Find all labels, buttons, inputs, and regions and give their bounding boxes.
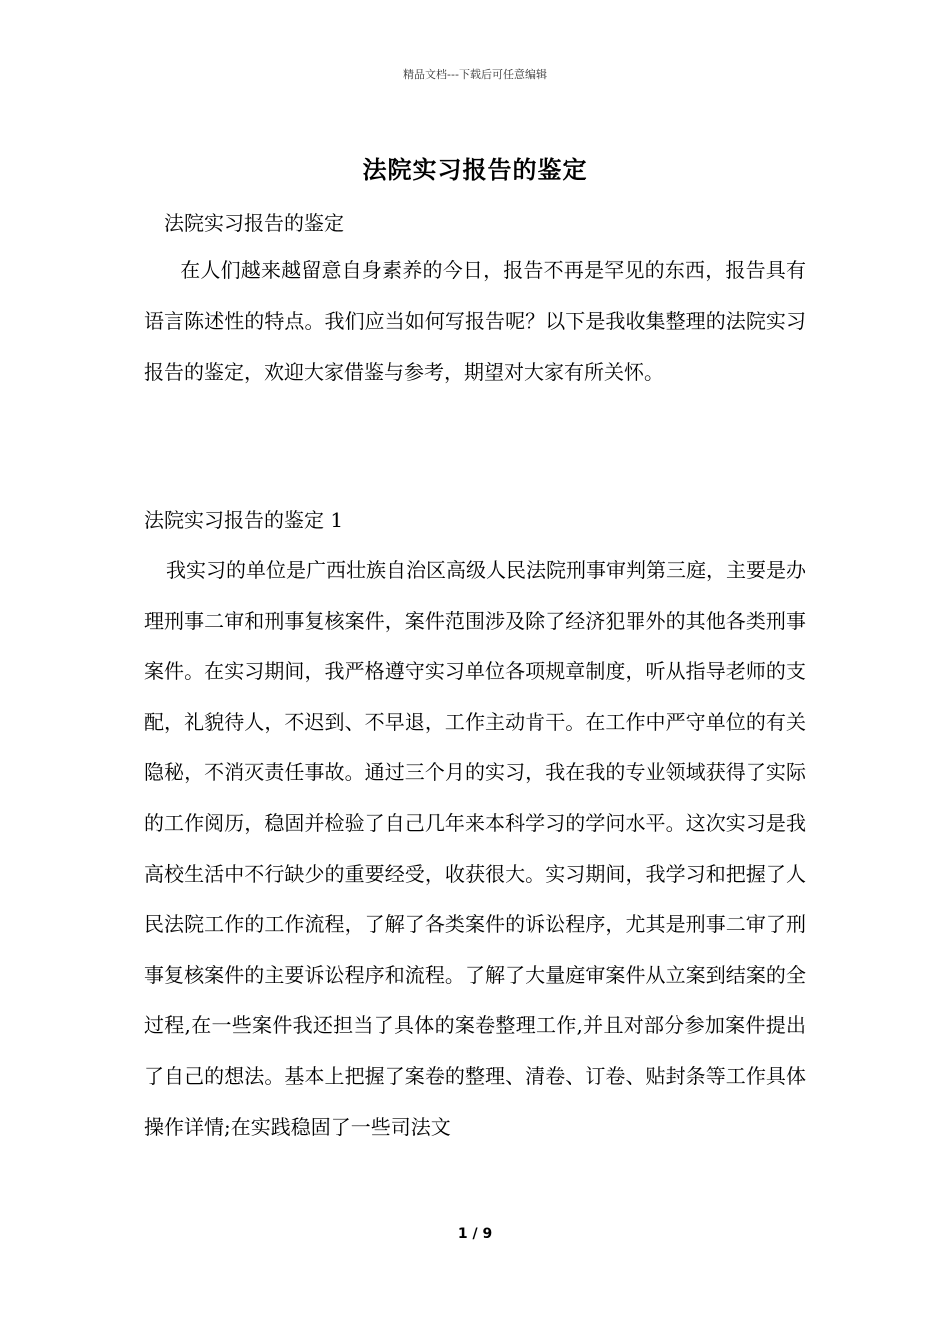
intro-text: 在人们越来越留意自身素养的今日，报告不再是罕见的东西，报告具有语言陈述性的特点。我们应当如何写报告呢？以下是我收集整理的法院实习报告的鉴定，欢迎大家借鉴与参考，期望对大家有所关怀。 xyxy=(144,258,806,384)
page-header: 精品文档---下载后可任意编辑 xyxy=(403,68,547,81)
body-text: 我实习的单位是广西壮族自治区高级人民法院刑事审判第三庭，主要是办理刑事二审和刑事复核案件，案件范围涉及除了经济犯罪外的其他各类刑事案件。在实习期间，我严格遵守实习单位各项规章制度，听从指导老师的支配，礼貌待人，不迟到、不早退，工作主动肯干。在工作中严守单位的有关隐秘，不消灭责任事故。通过三个月的实习，我在我的专业领域获得了实际的工作阅历，稳固并检验了自己几年来本科学习的学问水平。这次实习是我高校生活中不行缺少的重要经受，收获很大。实习期间，我学习和把握了人民法院工作的工作流程，了解了各类案件的诉讼程序，尤其是刑事二审了刑事复核案件的主要诉讼程序和流程。了解了大量庭审案件从立案到结案的全过程,在一些案件我还担当了具体的案卷整理工作,并且对部分参加案件提出了自己的想法。基本上把握了案卷的整理、清卷、订卷、贴封条等工作具体操作详情;在实践稳固了一些司法文 xyxy=(144,558,806,1139)
section-heading: 法院实习报告的鉴定 1 xyxy=(144,508,344,532)
document-title: 法院实习报告的鉴定 xyxy=(362,155,588,184)
page-separator: / xyxy=(472,1226,478,1242)
page-current: 1 xyxy=(457,1226,468,1242)
page-number xyxy=(0,1226,950,1242)
page-total: 9 xyxy=(482,1226,493,1242)
intro-paragraph xyxy=(144,245,806,398)
body-paragraph xyxy=(144,545,806,1152)
document-subtitle: 法院实习报告的鉴定 xyxy=(164,211,344,235)
